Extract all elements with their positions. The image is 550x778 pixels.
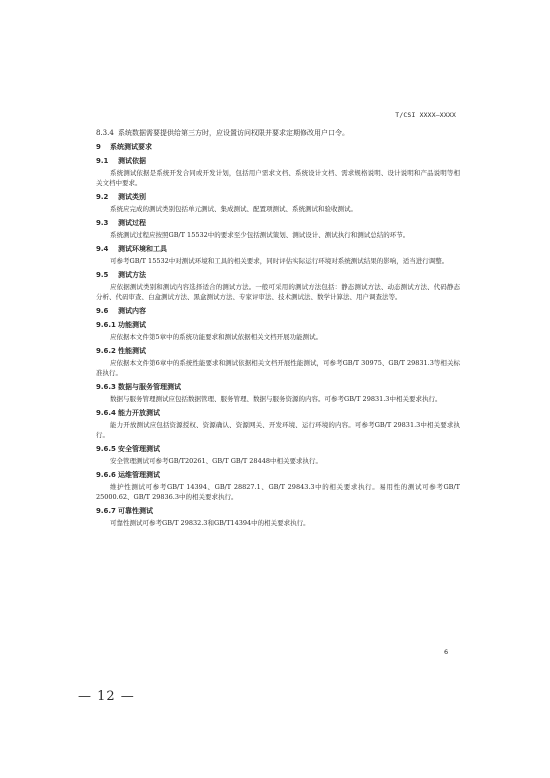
footer-page-number: — 12 — — [78, 689, 135, 704]
section-number: 9.4 — [96, 245, 109, 253]
paragraph: 系统测试过程应按照GB/T 15532中的要求至少包括测试策划、测试设计、测试执行和测试总结的环节。 — [110, 231, 410, 239]
paragraph: 能力开放测试应包括资源授权、资源确认、资源网关、开发环境、运行环境的内容。可参考GB/T 29831.3中相关要求执行。 — [96, 421, 460, 439]
section-title: 安全管理测试 — [118, 445, 160, 453]
section-number: 9.2 — [96, 193, 109, 201]
section-title: 测试依据 — [118, 157, 146, 165]
paragraph: 可靠性测试可参考GB/T 29832.3和GB/T14394中的相关要求执行。 — [110, 519, 310, 527]
section-heading — [96, 444, 460, 454]
section-heading — [96, 270, 460, 280]
section-title: 数据与服务管理测试 — [118, 383, 181, 391]
section-title: 测试过程 — [118, 219, 146, 227]
paragraph: 安全管理测试可参考GB/T20261、GB/T GB/T 28448中相关要求执行。 — [110, 457, 322, 465]
section-heading — [96, 156, 460, 166]
section-heading — [96, 506, 460, 516]
section-number: 9.6 — [96, 307, 109, 315]
section-number: 9.6.6 — [96, 471, 116, 479]
section-title: 功能测试 — [118, 321, 146, 329]
page-number: 6 — [444, 648, 449, 656]
section-heading — [96, 142, 460, 152]
section-heading — [96, 470, 460, 480]
document-body — [96, 124, 460, 528]
section-heading — [96, 382, 460, 392]
section-heading — [96, 306, 460, 316]
section-number: 9.3 — [96, 219, 109, 227]
paragraph: 系统测试依据是系统开发合同或开发计划，包括用户需求文档、系统设计文档、需求规格说明、设计说明和产品说明等相关文档中要求。 — [96, 169, 460, 187]
section-number: 9.6.3 — [96, 383, 116, 391]
section-number: 9.6.4 — [96, 409, 116, 417]
section-title: 性能测试 — [118, 347, 146, 355]
section-title: 系统测试要求 — [110, 143, 152, 151]
section-heading — [96, 320, 460, 330]
section-title: 系统数据需要提供给第三方时，应设置访问权限并要求定期修改用户口令。 — [118, 129, 349, 137]
paragraph: 系统应完成的测试类别包括单元测试、集成测试、配置项测试、系统测试和验收测试。 — [110, 205, 357, 213]
section-heading — [96, 244, 460, 254]
section-number: 9 — [96, 143, 101, 151]
section-title: 测试方法 — [118, 271, 146, 279]
section-number: 9.6.7 — [96, 507, 116, 515]
paragraph: 数据与服务管理测试应包括数据管理、服务管理、数据与服务资源的内容。可参考GB/T 29831.3中相关要求执行。 — [110, 395, 442, 403]
paragraph: 应依据本文件第5章中的系统功能要求和测试依据相关文档开展功能测试。 — [110, 333, 323, 341]
section-number: 9.6.5 — [96, 445, 116, 453]
section-title: 能力开放测试 — [118, 409, 160, 417]
section-title: 测试环境和工具 — [118, 245, 167, 253]
section-heading — [96, 218, 460, 228]
paragraph: 应依据本文件第6章中的系统性能要求和测试依据相关文档开展性能测试，可参考GB/T 30975、GB/T 29831.3等相关标准执行。 — [96, 359, 460, 377]
standard-code: T/CSI XXXX—XXXX — [395, 111, 456, 119]
section-number: 9.5 — [96, 271, 109, 279]
paragraph: 可参考GB/T 15532中对测试环境和工具的相关要求，同时评估实际运行环境对系统测试结果的影响，适当进行调整。 — [110, 257, 449, 265]
section-heading — [96, 408, 460, 418]
section-title: 运维管理测试 — [118, 471, 160, 479]
section-number: 8.3.4 — [96, 129, 114, 137]
section-heading — [96, 192, 460, 202]
section-title: 测试类别 — [118, 193, 146, 201]
section-number: 9.1 — [96, 157, 109, 165]
section-title: 测试内容 — [118, 307, 146, 315]
section-heading — [96, 128, 460, 138]
section-number: 9.6.2 — [96, 347, 116, 355]
paragraph: 应依据测试类别和测试内容选择适合的测试方法。一般可采用的测试方法包括：静态测试方法、动态测试方法、代码静态分析、代码审查、白盒测试方法、黑盒测试方法、专家评审法、技术测试法、数学计算法、用户调查法等。 — [96, 283, 460, 301]
section-number: 9.6.1 — [96, 321, 116, 329]
paragraph: 维护性测试可参考GB/T 14394、GB/T 28827.1、GB/T 29843.3中的相关要求执行。易用性的测试可参考GB/T 25000.62、GB/T 29836.3中的相关要求执行。 — [96, 483, 460, 501]
section-title: 可靠性测试 — [118, 507, 153, 515]
section-heading — [96, 346, 460, 356]
